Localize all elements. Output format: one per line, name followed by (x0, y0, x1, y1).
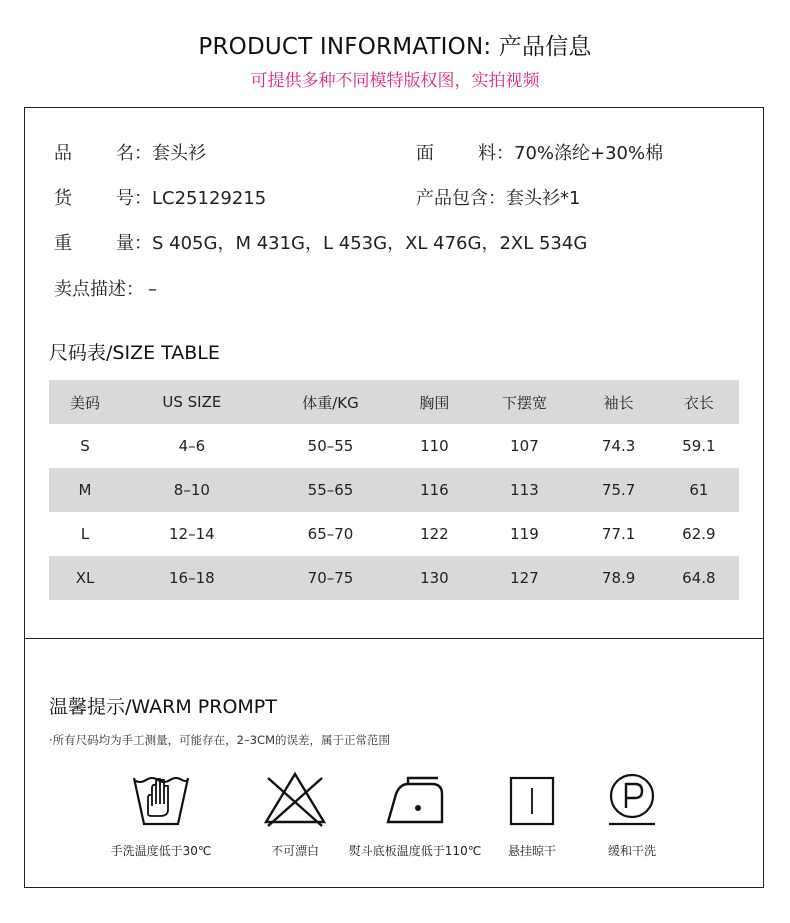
size-table-header: 美码 (70, 393, 101, 412)
page-title: PRODUCT INFORMATION: 产品信息 (198, 34, 592, 60)
measurement-note: ·所有尺码均为手工测量，可能存在，2–3CM的误差，属于正常范围 (49, 733, 390, 747)
table-cell: 8–10 (173, 481, 210, 499)
info-selling-row (54, 275, 157, 301)
table-cell: 78.9 (601, 569, 636, 587)
table-cell: 55–65 (307, 481, 354, 499)
page-subtitle: 可提供多种不同模特版权图，实拍视频 (250, 71, 540, 91)
table-cell: 16–18 (169, 569, 215, 587)
care-label: 手洗温度低于30℃ (110, 844, 212, 858)
table-cell: 61 (689, 481, 709, 499)
care-label: 缓和干洗 (607, 844, 656, 858)
care-gentle-dry-clean (557, 768, 707, 858)
table-cell: 110 (420, 437, 449, 455)
table-cell: M (78, 481, 92, 499)
info-name-value: 套头衫 (152, 143, 206, 164)
info-fabric-row (416, 139, 663, 165)
table-cell: 107 (510, 437, 539, 455)
care-label: 熨斗底板温度低于110℃ (348, 844, 482, 858)
iron-icon (380, 768, 450, 832)
table-cell: 130 (420, 569, 449, 587)
info-selling-value: – (148, 279, 157, 300)
size-table-header: US SIZE (162, 393, 222, 411)
care-hand-wash (86, 768, 236, 858)
info-name-label-2: 名 (116, 143, 134, 164)
info-weight-label-1: 重 (54, 233, 72, 254)
info-includes-row (416, 184, 580, 210)
info-name-label-1: 品 (54, 143, 72, 164)
size-table-header: 袖长 (603, 393, 634, 412)
info-name-row (54, 139, 206, 165)
care-label: 悬挂晾干 (507, 844, 556, 858)
info-sku-label-2: 号 (116, 188, 134, 209)
section-divider (24, 638, 764, 639)
gentle-dry-clean-icon (597, 768, 667, 832)
warm-prompt-title: 温馨提示/WARM PROMPT (49, 696, 277, 718)
table-cell: 65–70 (307, 525, 354, 543)
table-cell: 59.1 (682, 437, 716, 455)
table-cell: S (80, 437, 90, 455)
table-cell: 12–14 (169, 525, 215, 543)
size-table-header: 胸围 (419, 393, 450, 412)
table-row (49, 512, 739, 556)
size-table (49, 380, 739, 600)
info-includes-label: 产品包含 (416, 188, 488, 209)
table-cell: 119 (510, 525, 539, 543)
info-fabric-value: 70%涤纶+30%棉 (514, 143, 664, 164)
info-weight-row (54, 229, 587, 255)
table-cell: 64.8 (682, 569, 716, 587)
table-cell: 116 (420, 481, 449, 499)
size-table-header-row (49, 380, 739, 424)
table-cell: XL (75, 569, 95, 587)
info-weight-label-2: 量 (116, 233, 134, 254)
info-fabric-label-2: 料 (478, 143, 496, 164)
info-sku-row (54, 184, 266, 210)
info-includes-value: 套头衫*1 (506, 188, 581, 209)
info-name-colon: ： (134, 143, 152, 164)
info-fabric-label-1: 面 (416, 143, 434, 164)
table-cell: 127 (510, 569, 539, 587)
info-weight-value: S 405G，M 431G，L 453G，XL 476G，2XL 534G (152, 233, 588, 254)
info-selling-label: 卖点描述 (54, 279, 126, 300)
hand-wash-icon (126, 768, 196, 832)
size-table-title: 尺码表/SIZE TABLE (49, 342, 220, 364)
table-cell: 74.3 (601, 437, 636, 455)
table-row (49, 556, 739, 600)
info-fabric-colon: ： (496, 143, 514, 164)
care-label: 不可漂白 (270, 844, 319, 858)
info-weight-colon: ： (134, 233, 152, 254)
info-includes-colon: ： (488, 188, 506, 209)
table-row (49, 424, 739, 468)
table-cell: 122 (420, 525, 449, 543)
size-table-header: 下摆宽 (501, 393, 547, 412)
size-table-header: 衣长 (683, 393, 714, 412)
table-cell: 70–75 (307, 569, 354, 587)
size-table-header: 体重/KG (302, 393, 359, 412)
table-cell: 75.7 (601, 481, 636, 499)
table-cell: 113 (510, 481, 539, 499)
table-row (49, 468, 739, 512)
table-cell: 77.1 (601, 525, 636, 543)
no-bleach-icon (260, 768, 330, 832)
info-sku-label-1: 货 (54, 188, 72, 209)
table-cell: 50–55 (307, 437, 354, 455)
info-sku-colon: ： (134, 188, 152, 209)
info-sku-value: LC25129215 (152, 188, 267, 209)
table-cell: 62.9 (682, 525, 716, 543)
info-selling-colon: ： (126, 279, 144, 300)
table-cell: L (80, 525, 90, 543)
table-cell: 4–6 (178, 437, 206, 455)
